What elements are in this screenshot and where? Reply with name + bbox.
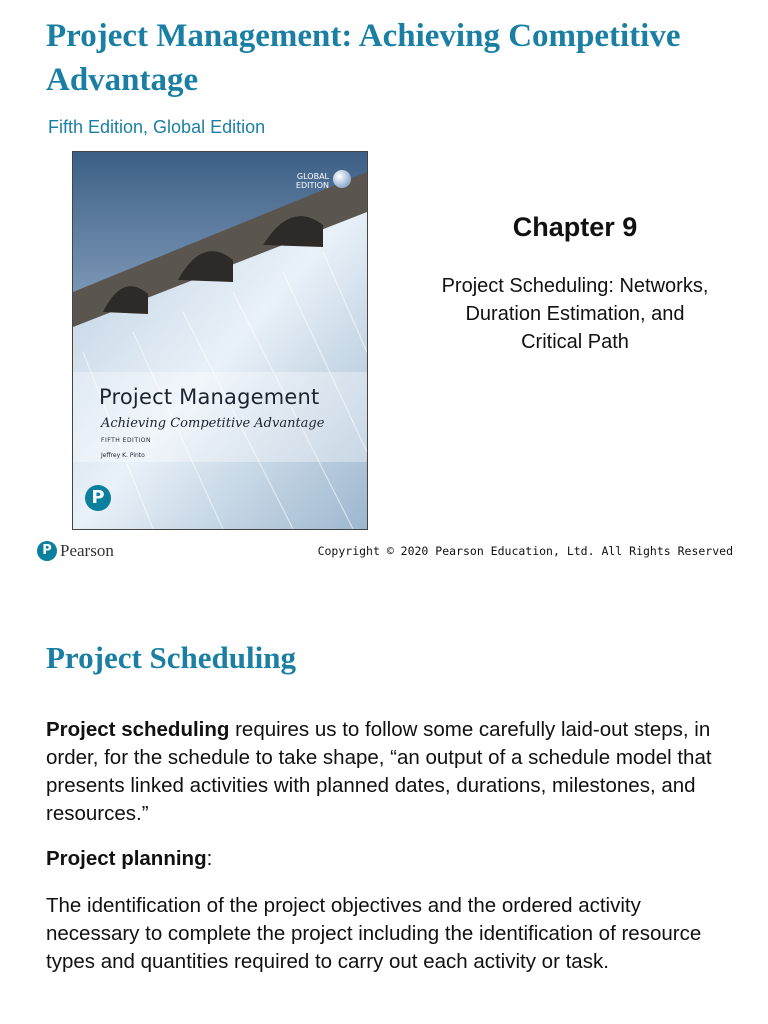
cover-subtitle: Achieving Competitive Advantage [101,416,325,431]
book-cover [72,151,368,530]
pearson-wordmark: Pearson [60,541,114,560]
paragraph-project-planning [46,845,736,873]
slide-2 [0,600,768,1024]
slide-title: Project Management: Achieving Competitive Advantage [46,18,681,98]
chapter-subtitle: Project Scheduling: Networks, Duration Estimation, and Critical Path [441,275,709,353]
cover-author: Jeffrey K. Pinto [101,452,145,459]
paragraph-text: : [206,847,213,870]
pearson-logo [37,541,114,561]
term-project-planning: Project planning [46,847,207,870]
cover-edition: FIFTH EDITION [101,437,151,444]
term-project-scheduling: Project scheduling [46,718,230,741]
slide-title: Project Scheduling [46,640,296,675]
chapter-heading: Chapter 9 [512,212,638,242]
pearson-cover-logo-icon: P [85,485,111,511]
paragraph-project-scheduling [46,716,736,828]
cover-dam-illustration [73,152,367,529]
badge-line-1: GLOBAL [296,172,329,181]
cover-title: Project Management [99,385,320,409]
badge-line-2: EDITION [295,181,329,190]
global-edition-badge [296,172,329,190]
paragraph-definition: The identification of the project objectives and the ordered activity necessary to complete the project including the identification of resource types and quantities required to carry out each activity or task. [46,894,702,973]
paragraph-text: requires us to follow some carefully laid-out steps, in order, for the schedule to take shape, “an output of a schedule model that presents linked activities with planned dates, durations, milestones, and resources.” [46,718,712,825]
edition-subtitle: Fifth Edition, Global Edition [48,117,266,137]
globe-icon [333,170,351,188]
copyright-notice: Copyright © 2020 Pearson Education, Ltd. All Rights Reserved [317,544,733,558]
pearson-mark-icon: P [37,541,57,561]
